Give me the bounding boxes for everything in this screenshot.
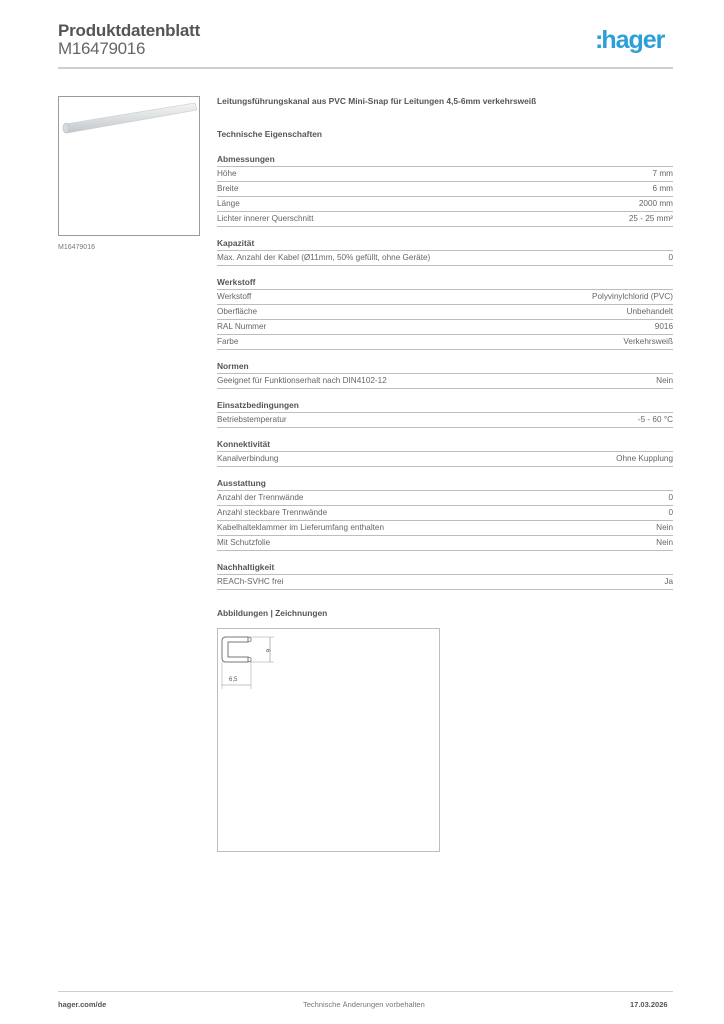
spec-row: Betriebstemperatur -5 - 60 °C <box>217 413 673 428</box>
spec-row: Max. Anzahl der Kabel (Ø11mm, 50% gefüllt, ohne Geräte) 0 <box>217 251 673 266</box>
spec-row: Oberfläche Unbehandelt <box>217 305 673 320</box>
section-werkstoff <box>217 276 673 350</box>
spec-row: Höhe 7 mm <box>217 167 673 182</box>
spec-row: Farbe Verkehrsweiß <box>217 335 673 350</box>
technical-drawing <box>217 628 440 852</box>
section-nachhaltigkeit <box>217 561 673 590</box>
spec-row: Mit Schutzfolie Nein <box>217 536 673 551</box>
section-title: Normen <box>217 360 673 374</box>
product-image <box>58 96 200 236</box>
section-title: Werkstoff <box>217 276 673 290</box>
tech-properties-heading: Technische Eigenschaften <box>217 129 323 139</box>
footer-date: 17.03.2026 <box>630 1000 668 1009</box>
spec-row: Lichter innerer Querschnitt 25 - 25 mm² <box>217 212 673 227</box>
section-einsatzbedingungen <box>217 399 673 428</box>
footer-divider <box>58 991 673 992</box>
section-title: Einsatzbedingungen <box>217 399 673 413</box>
svg-text:6: 6 <box>264 649 270 653</box>
section-title: Konnektivität <box>217 438 673 452</box>
section-normen <box>217 360 673 389</box>
section-ausstattung <box>217 477 673 551</box>
section-title: Ausstattung <box>217 477 673 491</box>
spec-row: RAL Nummer 9016 <box>217 320 673 335</box>
spec-row: Anzahl der Trennwände 0 <box>217 491 673 506</box>
section-abmessungen <box>217 153 673 227</box>
product-image-caption: M16479016 <box>58 244 95 251</box>
section-title: Kapazität <box>217 237 673 251</box>
article-number: M16479016 <box>58 39 146 58</box>
section-title: Abmessungen <box>217 153 673 167</box>
section-kapazitaet <box>217 237 673 266</box>
figures-heading: Abbildungen | Zeichnungen <box>217 608 328 618</box>
spec-row: Geeignet für Funktionserhalt nach DIN4102-12 Nein <box>217 374 673 389</box>
spec-row: Länge 2000 mm <box>217 197 673 212</box>
spec-row: Werkstoff Polyvinylchlorid (PVC) <box>217 290 673 305</box>
hager-logo: :hager <box>595 26 665 54</box>
svg-text:6,5: 6,5 <box>229 677 238 683</box>
section-title: Nachhaltigkeit <box>217 561 673 575</box>
spec-row: Kanalverbindung Ohne Kupplung <box>217 452 673 467</box>
spec-row: Kabelhalteklammer im Lieferumfang enthalten Nein <box>217 521 673 536</box>
document-title: Produktdatenblatt <box>58 21 201 40</box>
spec-row: Anzahl steckbare Trennwände 0 <box>217 506 673 521</box>
cable-duct-image-icon <box>59 97 199 235</box>
duct-profile-drawing-icon <box>218 629 439 851</box>
footer-website-link[interactable]: hager.com/de <box>58 1000 107 1009</box>
spec-row: Breite 6 mm <box>217 182 673 197</box>
footer-notice: Technische Änderungen vorbehalten <box>303 1000 425 1009</box>
section-konnektivitaet <box>217 438 673 467</box>
product-description: Leitungsführungskanal aus PVC Mini-Snap für Leitungen 4,5-6mm verkehrsweiß <box>217 96 537 106</box>
spec-row: REACh-SVHC frei Ja <box>217 575 673 590</box>
spec-content <box>217 95 673 590</box>
header-divider <box>58 67 673 69</box>
